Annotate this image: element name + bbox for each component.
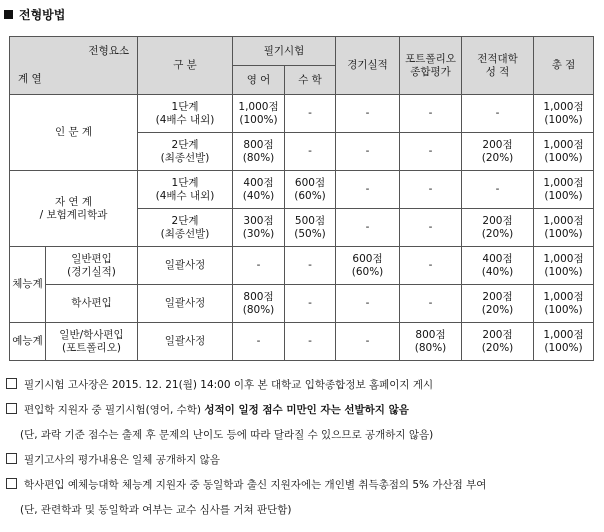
english-cell: 800점 (80%) <box>233 133 285 171</box>
note-item <box>6 448 598 473</box>
english-cell: - <box>233 247 285 285</box>
note-subtext: (단, 과락 기준 점수는 출제 후 문제의 난이도 등에 따라 달라질 수 있으므로 공개하지 않음) <box>20 429 434 441</box>
transcript-cell: 200점 (20%) <box>462 133 534 171</box>
checkbox-square-icon <box>6 453 17 464</box>
portfolio-cell: 800점 (80%) <box>400 323 462 361</box>
track-cell: 인 문 계 <box>10 95 138 171</box>
portfolio-cell: - <box>400 247 462 285</box>
corner-label-elements: 전형요소 <box>88 45 129 57</box>
section-heading <box>4 6 65 23</box>
total-cell: 1,000점 (100%) <box>534 171 594 209</box>
english-cell: 300점 (30%) <box>233 209 285 247</box>
total-cell: 1,000점 (100%) <box>534 95 594 133</box>
track-cell: 예능계 <box>10 323 46 361</box>
english-cell: 1,000점 (100%) <box>233 95 285 133</box>
note-item <box>6 398 598 423</box>
table-row <box>10 95 594 133</box>
stage-cell: 1단계 (4배수 내외) <box>138 95 233 133</box>
career-cell: - <box>336 171 400 209</box>
header-career: 경기실적 <box>336 37 400 95</box>
portfolio-cell: - <box>400 95 462 133</box>
career-cell: - <box>336 133 400 171</box>
stage-cell: 일괄사정 <box>138 323 233 361</box>
checkbox-square-icon <box>6 478 17 489</box>
math-cell: 500점 (50%) <box>285 209 336 247</box>
subtrack-cell: 학사편입 <box>46 285 138 323</box>
checkbox-square-icon <box>6 378 17 389</box>
career-cell: - <box>336 323 400 361</box>
track-cell: 체능계 <box>10 247 46 323</box>
math-cell: - <box>285 95 336 133</box>
total-cell: 1,000점 (100%) <box>534 133 594 171</box>
header-written-test: 필기시험 <box>233 37 336 66</box>
corner-label-track: 계 열 <box>18 73 42 86</box>
note-text: 편입학 지원자 중 필기시험(영어, 수학) <box>24 404 205 416</box>
stage-cell: 2단계 (최종선발) <box>138 209 233 247</box>
total-cell: 1,000점 (100%) <box>534 209 594 247</box>
math-cell: - <box>285 247 336 285</box>
header-portfolio: 포트폴리오 종합평가 <box>400 37 462 95</box>
transcript-cell: 200점 (20%) <box>462 323 534 361</box>
total-cell: 1,000점 (100%) <box>534 323 594 361</box>
total-cell: 1,000점 (100%) <box>534 247 594 285</box>
table-row <box>10 285 594 323</box>
total-cell: 1,000점 (100%) <box>534 285 594 323</box>
english-cell: 800점 (80%) <box>233 285 285 323</box>
notes-list <box>6 373 598 523</box>
header-math: 수 학 <box>285 66 336 95</box>
header-english: 영 어 <box>233 66 285 95</box>
portfolio-cell: - <box>400 133 462 171</box>
note-item <box>6 473 598 498</box>
career-cell: 600점 (60%) <box>336 247 400 285</box>
math-cell: - <box>285 133 336 171</box>
header-total: 총 점 <box>534 37 594 95</box>
note-text: 필기시험 고사장은 2015. 12. 21(월) 14:00 이후 본 대학교 입학종합정보 홈페이지 게시 <box>24 379 434 391</box>
stage-cell: 일괄사정 <box>138 247 233 285</box>
portfolio-cell: - <box>400 209 462 247</box>
checkbox-square-icon <box>6 403 17 414</box>
note-item <box>6 373 598 398</box>
subtrack-cell: 일반편입 (경기실적) <box>46 247 138 285</box>
section-title: 전형방법 <box>19 8 66 22</box>
career-cell: - <box>336 285 400 323</box>
english-cell: 400점 (40%) <box>233 171 285 209</box>
transcript-cell: 400점 (40%) <box>462 247 534 285</box>
table-row <box>10 323 594 361</box>
subtrack-cell: 일반/학사편입 (포트폴리오) <box>46 323 138 361</box>
note-emphasis: 성적이 일정 점수 미만인 자는 선발하지 않음 <box>204 404 409 416</box>
header-gubun: 구 분 <box>138 37 233 95</box>
transcript-cell: 200점 (20%) <box>462 285 534 323</box>
career-cell: - <box>336 95 400 133</box>
note-subtext: (단, 관련학과 및 동일학과 여부는 교수 심사를 거쳐 판단함) <box>20 504 292 516</box>
corner-header-cell <box>10 37 138 95</box>
english-cell: - <box>233 323 285 361</box>
track-cell: 자 연 계 / 보험계리학과 <box>10 171 138 247</box>
math-cell: - <box>285 285 336 323</box>
table-row <box>10 171 594 209</box>
math-cell: - <box>285 323 336 361</box>
square-bullet-icon <box>4 10 13 19</box>
note-text: 학사편입 예체능대학 체능계 지원자 중 동일학과 출신 지원자에는 개인별 취득총점의 5% 가산점 부여 <box>24 479 487 491</box>
transcript-cell: - <box>462 95 534 133</box>
transcript-cell: - <box>462 171 534 209</box>
portfolio-cell: - <box>400 171 462 209</box>
note-text: 필기고사의 평가내용은 일체 공개하지 않음 <box>24 454 220 466</box>
stage-cell: 1단계 (4배수 내외) <box>138 171 233 209</box>
career-cell: - <box>336 209 400 247</box>
stage-cell: 일괄사정 <box>138 285 233 323</box>
table-row <box>10 247 594 285</box>
portfolio-cell: - <box>400 285 462 323</box>
math-cell: 600점 (60%) <box>285 171 336 209</box>
header-transcript: 전적대학 성 적 <box>462 37 534 95</box>
admission-method-table <box>9 36 594 361</box>
stage-cell: 2단계 (최종선발) <box>138 133 233 171</box>
transcript-cell: 200점 (20%) <box>462 209 534 247</box>
